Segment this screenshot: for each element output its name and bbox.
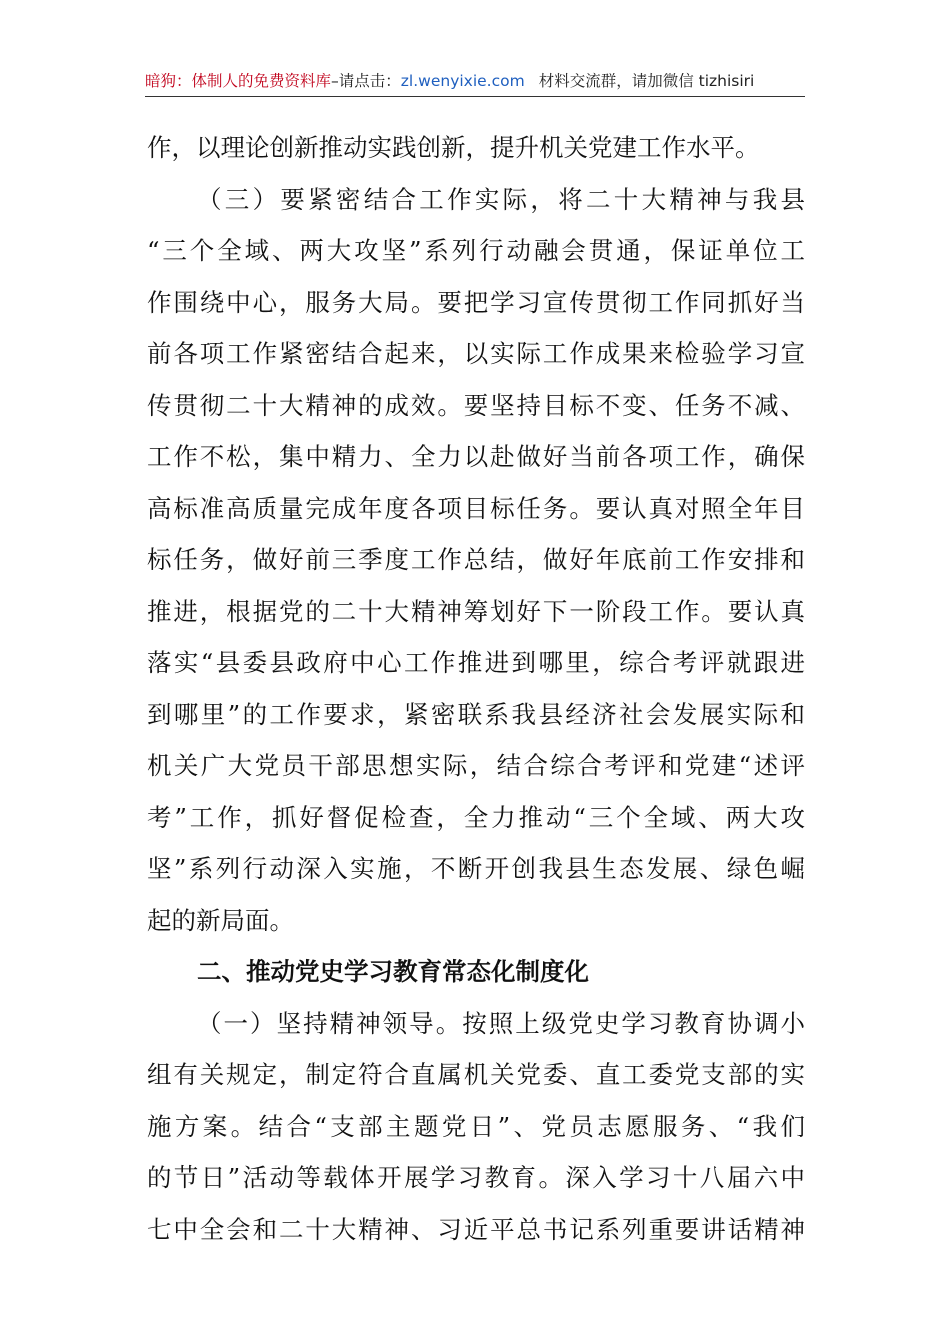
paragraph-line: 施方案。结合“支部主题党日”、党员志愿服务、“我们 bbox=[147, 1111, 805, 1141]
paragraph-line: 高标准高质量完成年度各项目标任务。要认真对照全年目 bbox=[147, 493, 805, 523]
page-header bbox=[145, 67, 805, 95]
paragraph-line: 前各项工作紧密结合起来，以实际工作成果来检验学习宣 bbox=[147, 339, 805, 368]
paragraph-line: 落实“县委县政府中心工作推进到哪里，综合考评就跟进 bbox=[147, 648, 805, 677]
paragraph-line: （三）要紧密结合工作实际，将二十大精神与我县 bbox=[197, 184, 805, 214]
header-brand: 暗狗：体制人的免费资料库 bbox=[145, 72, 332, 90]
paragraph-line: 作围绕中心，服务大局。要把学习宣传贯彻工作同抓好当 bbox=[147, 287, 805, 317]
paragraph-line: 到哪里”的工作要求，紧密联系我县经济社会发展实际和 bbox=[147, 699, 805, 729]
paragraph-line: 考”工作，抓好督促检查，全力推动“三个全域、两大攻 bbox=[147, 802, 805, 832]
paragraph-line: 坚”系列行动深入实施，不断开创我县生态发展、绿色崛 bbox=[147, 854, 805, 883]
header-url-link[interactable]: zl.wenyixie.com bbox=[400, 72, 525, 90]
header-contact: 材料交流群，请加微信 tizhisiri bbox=[538, 72, 755, 90]
paragraph-line: 七中全会和二十大精神、习近平总书记系列重要讲话精神 bbox=[147, 1214, 805, 1244]
paragraph-line: 机关广大党员干部思想实际，结合综合考评和党建“述评 bbox=[147, 751, 805, 780]
paragraph-line: 起的新局面。 bbox=[147, 905, 294, 935]
paragraph-line: 组有关规定，制定符合直属机关党委、直工委党支部的实 bbox=[147, 1060, 805, 1089]
document-body bbox=[147, 122, 805, 1255]
section-heading: 二、推动党史学习教育常态化制度化 bbox=[197, 957, 589, 986]
paragraph-line: 的节日”活动等载体开展学习教育。深入学习十八届六中 bbox=[147, 1163, 805, 1192]
header-divider bbox=[145, 96, 805, 97]
paragraph-line: “三个全域、两大攻坚”系列行动融会贯通，保证单位工 bbox=[147, 236, 805, 265]
paragraph-line: 标任务，做好前三季度工作总结，做好年底前工作安排和 bbox=[147, 545, 805, 574]
paragraph-line: 推进，根据党的二十大精神筹划好下一阶段工作。要认真 bbox=[147, 596, 805, 626]
paragraph-line: （一）坚持精神领导。按照上级党史学习教育协调小 bbox=[197, 1008, 805, 1038]
paragraph-line: 工作不松，集中精力、全力以赴做好当前各项工作，确保 bbox=[147, 442, 805, 471]
paragraph-line: 作，以理论创新推动实践创新，提升机关党建工作水平。 bbox=[147, 133, 760, 162]
header-click-prompt: –请点击： bbox=[331, 72, 401, 90]
paragraph-line: 传贯彻二十大精神的成效。要坚持目标不变、任务不减、 bbox=[147, 390, 805, 420]
